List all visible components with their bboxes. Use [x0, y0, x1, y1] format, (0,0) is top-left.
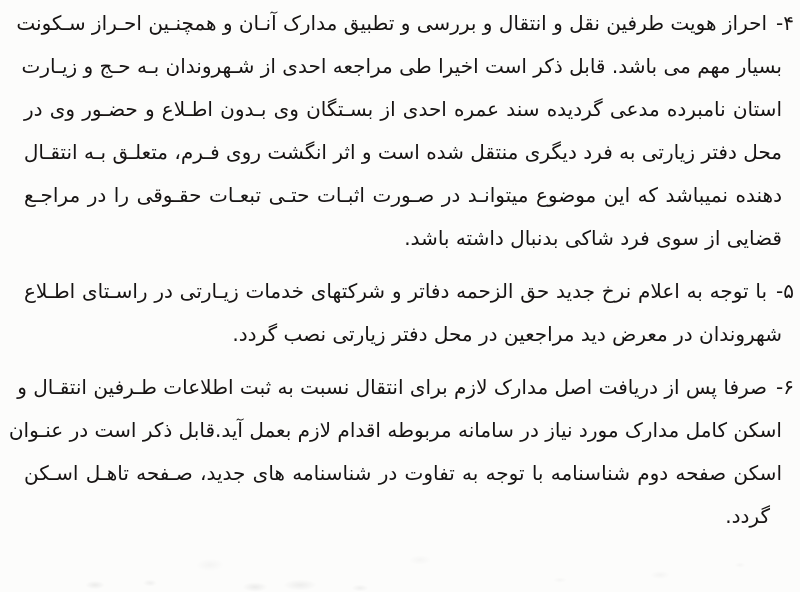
text-line: دهنده نمیباشد که این موضوع میتوانـد در صـورت اثبـات حتـی تبعـات حقـوقی را در مراجـع [24, 183, 782, 207]
text-line: محل دفتر زیارتی به فرد دیگری منتقل شده است و اثر انگشت روی فـرم، متعلـق بـه انتقـال [23, 140, 782, 164]
list-item-6 [8, 366, 794, 538]
text-line [17, 366, 794, 409]
text-line [24, 270, 794, 313]
list-item-5 [24, 270, 794, 356]
item-number: ۵- [776, 279, 794, 303]
text-line: اسکن کامل مدارک مورد نیاز در سامانه مربوطه اقدام لازم بعمل آید.قابل ذکر است در عنـوان [8, 418, 782, 442]
item-number: ۶- [776, 375, 794, 399]
text-line: اسکن صفحه دوم شناسنامه با توجه به تفاوت در شناسنامه های جدید، صـفحه تاهـل اسـکن [24, 461, 782, 485]
text-line: بسیار مهم می باشد. قابل ذکر است اخیرا طی مراجعه احدی از شـهروندان بـه حـج و زیـارت [21, 54, 782, 78]
line-text: صرفا پس از دریافت اصل مدارک لازم برای انتقال نسبت به ثبت اطلاعات طـرفین انتقـال و [17, 375, 768, 399]
text-line: استان نامبرده مدعی گردیده سند عمره احدی از بسـتگان وی بـدون اطـلاع و حضـور وی در [24, 97, 782, 121]
line-text: احراز هویت طرفین نقل و انتقال و بررسی و تطبیق مدارک آنـان و همچنـین احـراز سـکونت [16, 11, 768, 35]
item-number: ۴- [776, 11, 794, 35]
text-line: قضایی از سوی فرد شاکی بدنبال داشته باشد. [404, 226, 782, 250]
text-line [16, 2, 794, 45]
scan-noise [0, 545, 800, 592]
text-line: شهروندان در معرض دید مراجعین در محل دفتر زیارتی نصب گردد. [232, 322, 782, 346]
list-item-4 [16, 2, 794, 260]
text-line: گردد. [725, 504, 770, 528]
line-text: با توجه به اعلام نرخ جدید حق الزحمه دفاتر و شرکتهای خدمات زیـارتی در راسـتای اطـلاع [24, 279, 768, 303]
